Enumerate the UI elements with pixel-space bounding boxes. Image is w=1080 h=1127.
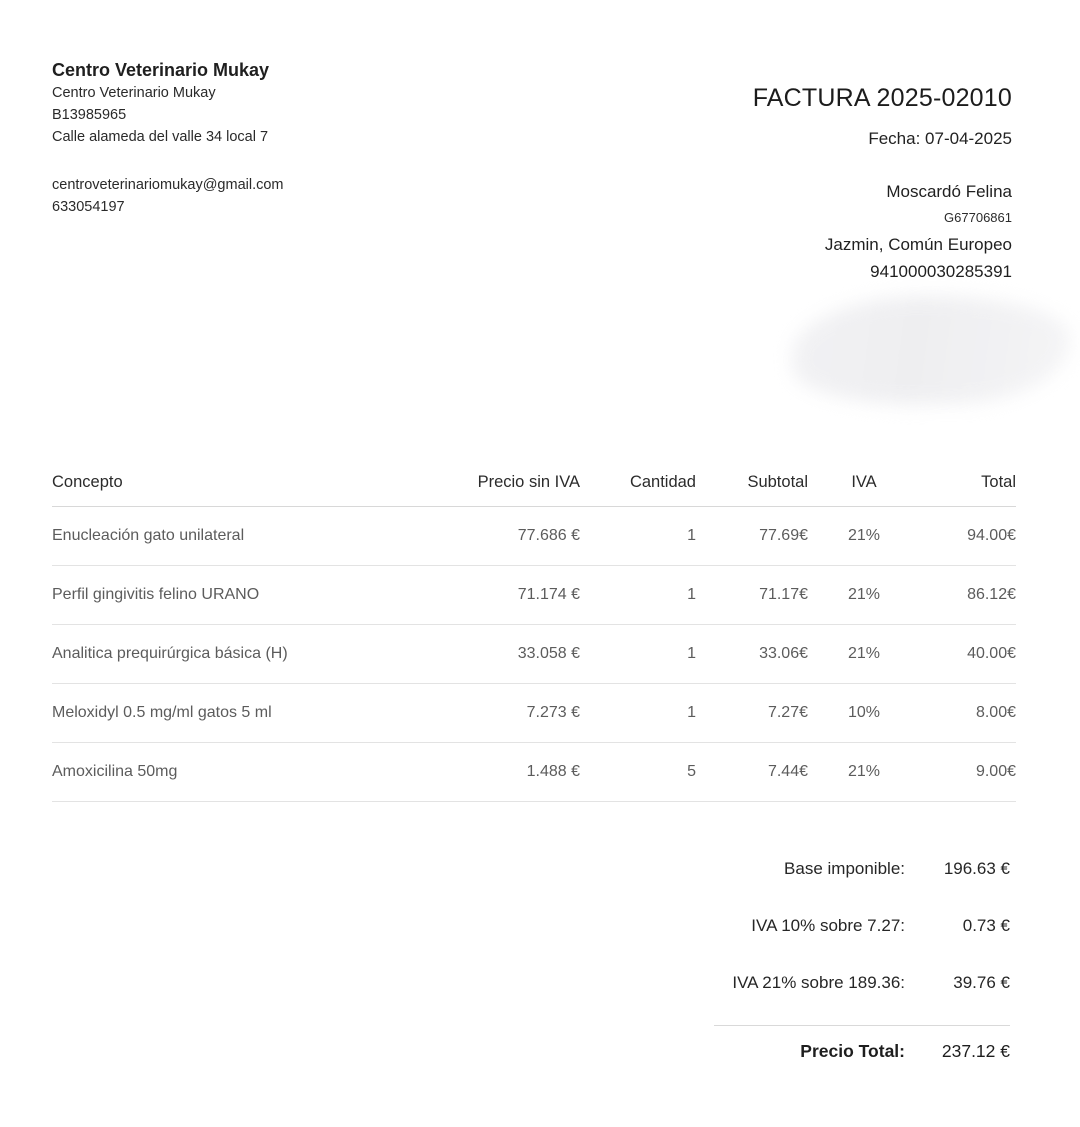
totals-value: 39.76 € xyxy=(953,972,1010,992)
cell-concepto: Amoxicilina 50mg xyxy=(52,742,418,801)
grand-total-label: Precio Total: xyxy=(800,1040,905,1061)
totals-row-base-imponible xyxy=(580,840,1010,897)
col-header-total: Total xyxy=(920,460,1016,506)
seller-block xyxy=(52,58,284,218)
cell-cantidad: 1 xyxy=(580,565,696,624)
cell-iva: 21% xyxy=(808,565,920,624)
cell-precio: 77.686 € xyxy=(418,506,580,565)
cell-concepto: Meloxidyl 0.5 mg/ml gatos 5 ml xyxy=(52,683,418,742)
grand-total-value: 237.12 € xyxy=(941,1040,1010,1061)
cell-cantidad: 5 xyxy=(580,742,696,801)
patient-breed: Jazmin, Común Europeo xyxy=(824,235,1012,254)
grand-total-row xyxy=(580,1026,1010,1076)
col-header-iva: IVA xyxy=(808,460,920,506)
cell-total: 86.12€ xyxy=(920,565,1016,624)
cell-concepto: Enucleación gato unilateral xyxy=(52,506,418,565)
table-header-row xyxy=(52,460,1016,506)
col-header-subtotal: Subtotal xyxy=(696,460,808,506)
totals-row-iva-21 xyxy=(580,954,1010,1011)
cell-iva: 21% xyxy=(808,506,920,565)
cell-total: 9.00€ xyxy=(920,742,1016,801)
cell-iva: 21% xyxy=(808,742,920,801)
col-header-concepto: Concepto xyxy=(52,460,418,506)
client-block xyxy=(753,178,1012,286)
totals-label: IVA 21% sobre 189.36: xyxy=(732,972,905,992)
client-name: Moscardó Felina xyxy=(886,182,1012,201)
cell-subtotal: 71.17€ xyxy=(696,565,808,624)
totals-label: Base imponible: xyxy=(784,858,905,878)
table-row xyxy=(52,683,1016,742)
cell-iva: 21% xyxy=(808,624,920,683)
col-header-precio-sin-iva: Precio sin IVA xyxy=(418,460,580,506)
invoice-date: Fecha: 07-04-2025 xyxy=(868,129,1012,148)
cell-cantidad: 1 xyxy=(580,683,696,742)
seller-name: Centro Veterinario Mukay xyxy=(52,60,270,80)
table-row xyxy=(52,565,1016,624)
totals-row-iva-10 xyxy=(580,897,1010,954)
totals-value: 196.63 € xyxy=(943,858,1010,878)
invoice-title: FACTURA 2025-02010 xyxy=(752,84,1012,112)
cell-cantidad: 1 xyxy=(580,624,696,683)
cell-subtotal: 77.69€ xyxy=(696,506,808,565)
cell-subtotal: 7.27€ xyxy=(696,683,808,742)
cell-cantidad: 1 xyxy=(580,506,696,565)
microchip-number: 941000030285391 xyxy=(870,262,1012,281)
totals-value: 0.73 € xyxy=(962,915,1010,935)
cell-precio: 1.488 € xyxy=(418,742,580,801)
cell-subtotal: 7.44€ xyxy=(696,742,808,801)
invoice-header xyxy=(753,84,1012,286)
seller-tax-id: B13985965 xyxy=(52,107,127,123)
col-header-cantidad: Cantidad xyxy=(580,460,696,506)
table-row xyxy=(52,742,1016,801)
seller-address: Calle alameda del valle 34 local 7 xyxy=(52,129,269,145)
cell-subtotal: 33.06€ xyxy=(696,624,808,683)
table-row xyxy=(52,506,1016,565)
cell-concepto: Analitica prequirúrgica básica (H) xyxy=(52,624,418,683)
items-table xyxy=(52,460,1016,802)
seller-email: centroveterinariomukay@gmail.com xyxy=(52,177,284,193)
cell-precio: 33.058 € xyxy=(418,624,580,683)
cell-total: 40.00€ xyxy=(920,624,1016,683)
cell-precio: 71.174 € xyxy=(418,565,580,624)
cell-concepto: Perfil gingivitis felino URANO xyxy=(52,565,418,624)
totals-section xyxy=(580,840,1010,1076)
redacted-smudge xyxy=(790,291,1072,409)
client-tax-id: G67706861 xyxy=(944,210,1012,225)
seller-legal-name: Centro Veterinario Mukay xyxy=(52,85,216,101)
cell-total: 94.00€ xyxy=(920,506,1016,565)
cell-total: 8.00€ xyxy=(920,683,1016,742)
cell-precio: 7.273 € xyxy=(418,683,580,742)
seller-phone: 633054197 xyxy=(52,199,125,215)
cell-iva: 10% xyxy=(808,683,920,742)
totals-label: IVA 10% sobre 7.27: xyxy=(751,915,905,935)
table-row xyxy=(52,624,1016,683)
